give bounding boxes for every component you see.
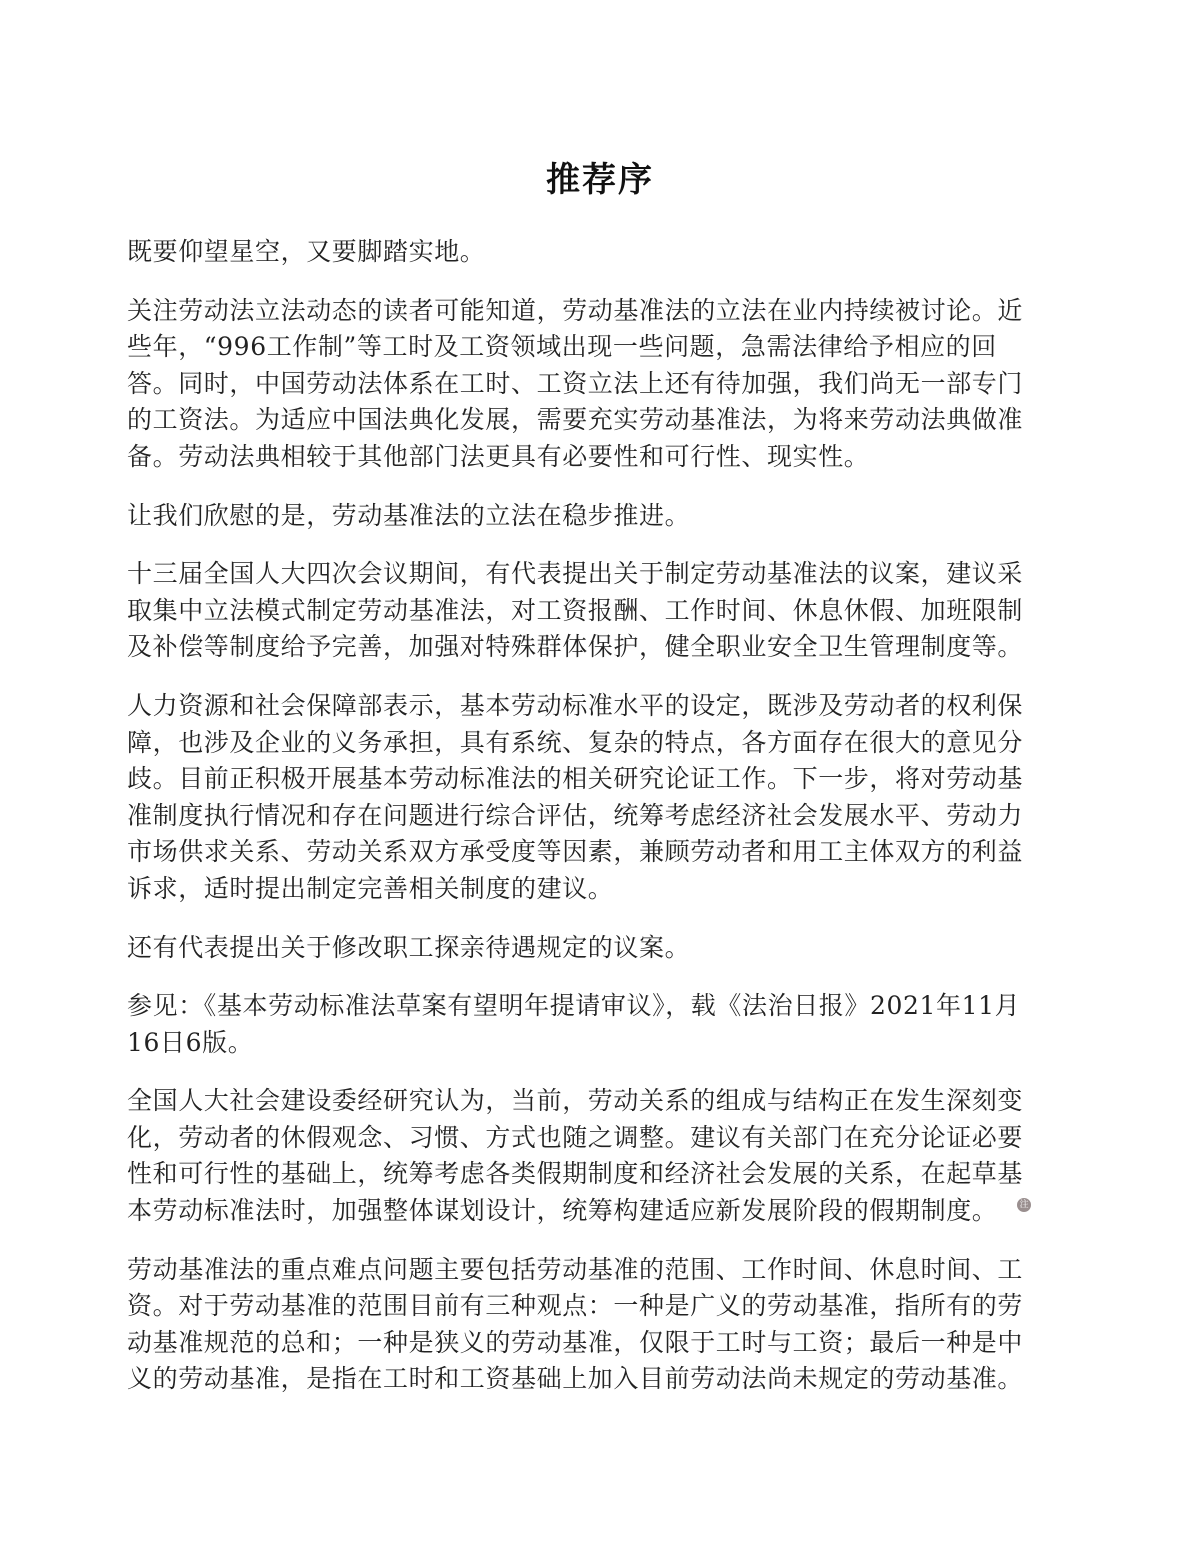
line-text: 的工资法。为适应中国法典化发展，需要充实劳动基准法，为将来劳动法典做准 — [127, 405, 1024, 435]
line-text: 歧。目前正积极开展基本劳动标准法的相关研究论证工作。下一步，将对劳动基 — [127, 764, 1024, 794]
text-line — [127, 234, 1067, 271]
text-line — [127, 1120, 1067, 1157]
text-line — [127, 725, 1067, 762]
line-text: 劳动基准法的重点难点问题主要包括劳动基准的范围、工作时间、休息时间、工 — [127, 1254, 1024, 1284]
line-text: 些年，“996工作制”等工时及工资领域出现一些问题，急需法律给予相应的回 — [127, 332, 997, 362]
text-line — [127, 1288, 1067, 1325]
line-text: 准制度执行情况和存在问题进行综合评估，统筹考虑经济社会发展水平、劳动力 — [127, 800, 1024, 830]
paragraph — [127, 556, 1067, 666]
line-text: 取集中立法模式制定劳动基准法，对工资报酬、工作时间、休息休假、加班限制 — [127, 595, 1024, 625]
line-text: 资。对于劳动基准的范围目前有三种观点：一种是广义的劳动基准，指所有的劳 — [127, 1291, 1024, 1321]
text-line — [127, 688, 1067, 725]
line-text: 性和可行性的基础上，统筹考虑各类假期制度和经济社会发展的关系，在起草基 — [127, 1159, 1024, 1189]
paragraph — [127, 498, 1067, 535]
line-text: 诉求，适时提出制定完善相关制度的建议。 — [127, 873, 614, 903]
line-text: 动基准规范的总和；一种是狭义的劳动基准，仅限于工时与工资；最后一种是中 — [127, 1327, 1024, 1357]
text-line — [127, 761, 1067, 798]
line-text: 十三届全国人大四次会议期间，有代表提出关于制定劳动基准法的议案，建议采 — [127, 559, 1024, 589]
page-title: 推荐序 — [546, 160, 654, 200]
paragraph — [127, 688, 1067, 908]
line-text: 参见：《基本劳动标准法草案有望明年提请审议》，载《法治日报》2021年11月 — [127, 991, 1021, 1021]
text-line — [127, 930, 1067, 967]
footnote-icon[interactable]: 注 — [1017, 1198, 1031, 1212]
text-line — [127, 798, 1067, 835]
text-line — [127, 439, 1067, 476]
line-text: 还有代表提出关于修改职工探亲待遇规定的议案。 — [127, 932, 691, 962]
text-line — [127, 1083, 1067, 1120]
text-line — [127, 593, 1067, 630]
line-text: 本劳动标准法时，加强整体谋划设计，统筹构建适应新发展阶段的假期制度。 — [127, 1196, 998, 1226]
line-text: 既要仰望星空，又要脚踏实地。 — [127, 237, 486, 266]
line-text: 答。同时，中国劳动法体系在工时、工资立法上还有待加强，我们尚无一部专门 — [127, 368, 1024, 398]
line-text: 人力资源和社会保障部表示，基本劳动标准水平的设定，既涉及劳动者的权利保 — [127, 690, 1024, 720]
line-text: 让我们欣慰的是，劳动基准法的立法在稳步推进。 — [127, 500, 691, 530]
text-line — [127, 1025, 1067, 1062]
text-line — [127, 1193, 1067, 1230]
text-line — [127, 1361, 1067, 1398]
text-line — [127, 402, 1067, 439]
text-line — [127, 1325, 1067, 1362]
line-text: 全国人大社会建设委经研究认为，当前，劳动关系的组成与结构正在发生深刻变 — [127, 1086, 1024, 1116]
line-text: 备。劳动法典相较于其他部门法更具有必要性和可行性、现实性。 — [127, 441, 870, 471]
line-text: 关注劳动法立法动态的读者可能知道，劳动基准法的立法在业内持续被讨论。近 — [127, 295, 1024, 325]
text-line — [127, 629, 1067, 666]
text-line — [127, 1252, 1067, 1289]
line-text: 障，也涉及企业的义务承担，具有系统、复杂的特点，各方面存在很大的意见分 — [127, 727, 1024, 757]
text-line — [127, 871, 1067, 908]
paragraph — [127, 293, 1067, 476]
paragraph — [127, 1252, 1067, 1398]
text-line — [127, 498, 1067, 535]
line-text: 化，劳动者的休假观念、习惯、方式也随之调整。建议有关部门在充分论证必要 — [127, 1122, 1024, 1152]
text-line — [127, 329, 1067, 366]
paragraph — [127, 234, 1067, 271]
text-line — [127, 988, 1067, 1025]
document-body — [127, 234, 1067, 1420]
text-line — [127, 834, 1067, 871]
text-line — [127, 1156, 1067, 1193]
text-line — [127, 366, 1067, 403]
line-text: 市场供求关系、劳动关系双方承受度等因素，兼顾劳动者和用工主体双方的利益 — [127, 837, 1024, 867]
paragraph — [127, 930, 1067, 967]
text-line — [127, 293, 1067, 330]
line-text: 及补偿等制度给予完善，加强对特殊群体保护，健全职业安全卫生管理制度等。 — [127, 632, 1024, 662]
text-line — [127, 556, 1067, 593]
paragraph — [127, 988, 1067, 1061]
line-text: 义的劳动基准，是指在工时和工资基础上加入目前劳动法尚未规定的劳动基准。 — [127, 1364, 1024, 1394]
line-text: 16日6版。 — [127, 1027, 254, 1057]
paragraph — [127, 1083, 1067, 1229]
